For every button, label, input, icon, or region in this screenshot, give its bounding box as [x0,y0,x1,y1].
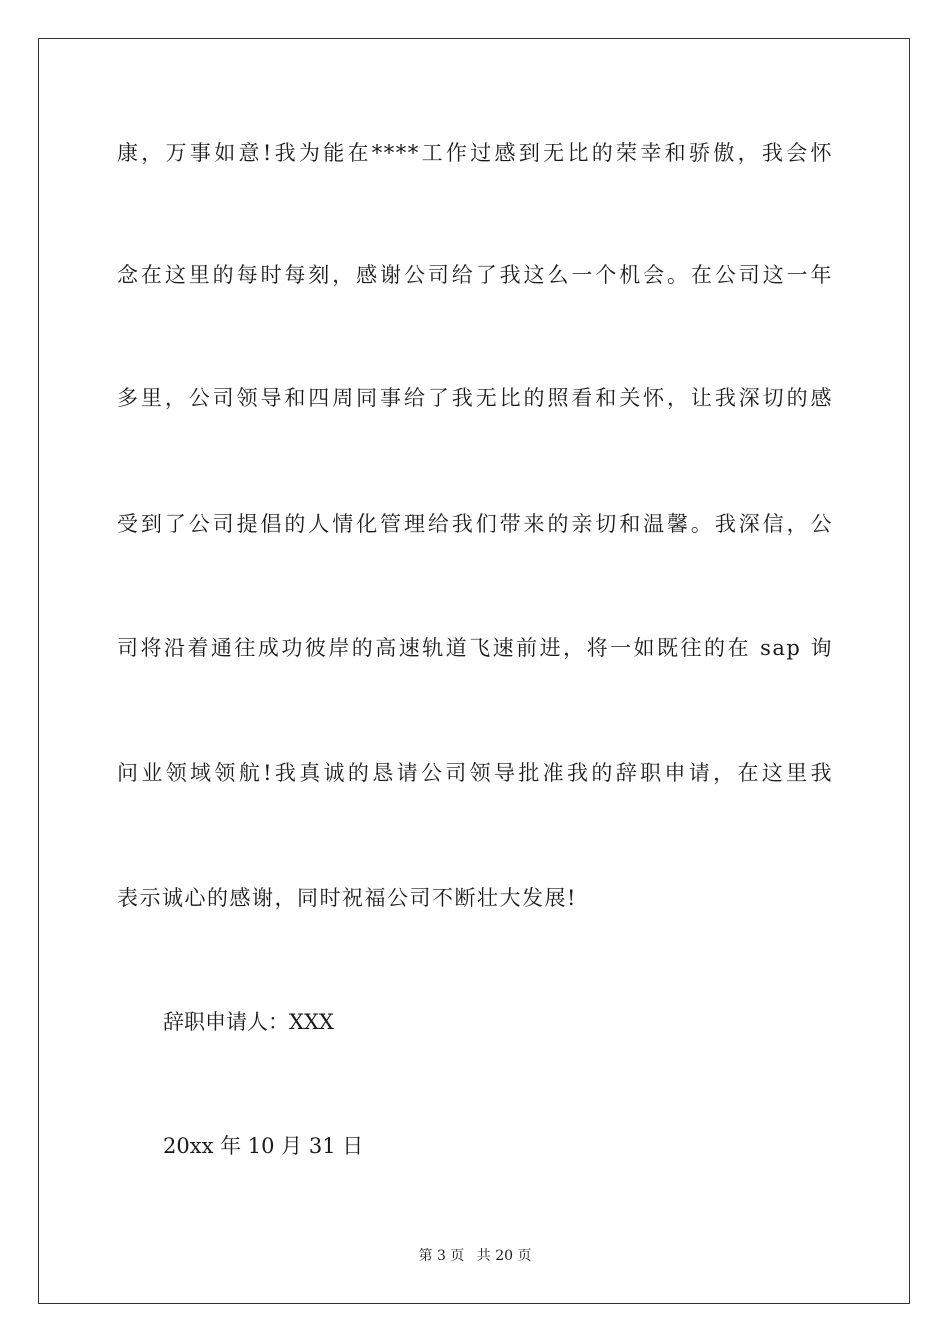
body-line-2: 念在这里的每时每刻，感谢公司给了我这么一个机会。在公司这一年 [117,263,833,287]
body-line-1: 康，万事如意!我为能在****工作过感到无比的荣幸和骄傲，我会怀 [117,141,833,165]
body-line-5: 司将沿着通往成功彼岸的高速轨道飞速前进，将一如既往的在 sap 询 [117,636,833,660]
body-line-3: 多里，公司领导和四周同事给了我无比的照看和关怀，让我深切的感 [117,386,833,410]
page-footer [0,1246,950,1266]
page-border [38,38,910,1304]
body-line-7: 表示诚心的感谢，同时祝福公司不断壮大发展! [117,886,577,910]
body-line-6: 问业领域领航!我真诚的恳请公司领导批准我的辞职申请，在这里我 [117,761,833,785]
date-line: 20xx 年 10 月 31 日 [163,1134,364,1158]
body-line-4: 受到了公司提倡的人情化管理给我们带来的亲切和温馨。我深信，公 [117,512,833,536]
page-number-total: 共 20 页 [476,1248,532,1264]
page-number-current: 第 3 页 [418,1248,465,1264]
signature-line: 辞职申请人：XXX [163,1010,334,1034]
